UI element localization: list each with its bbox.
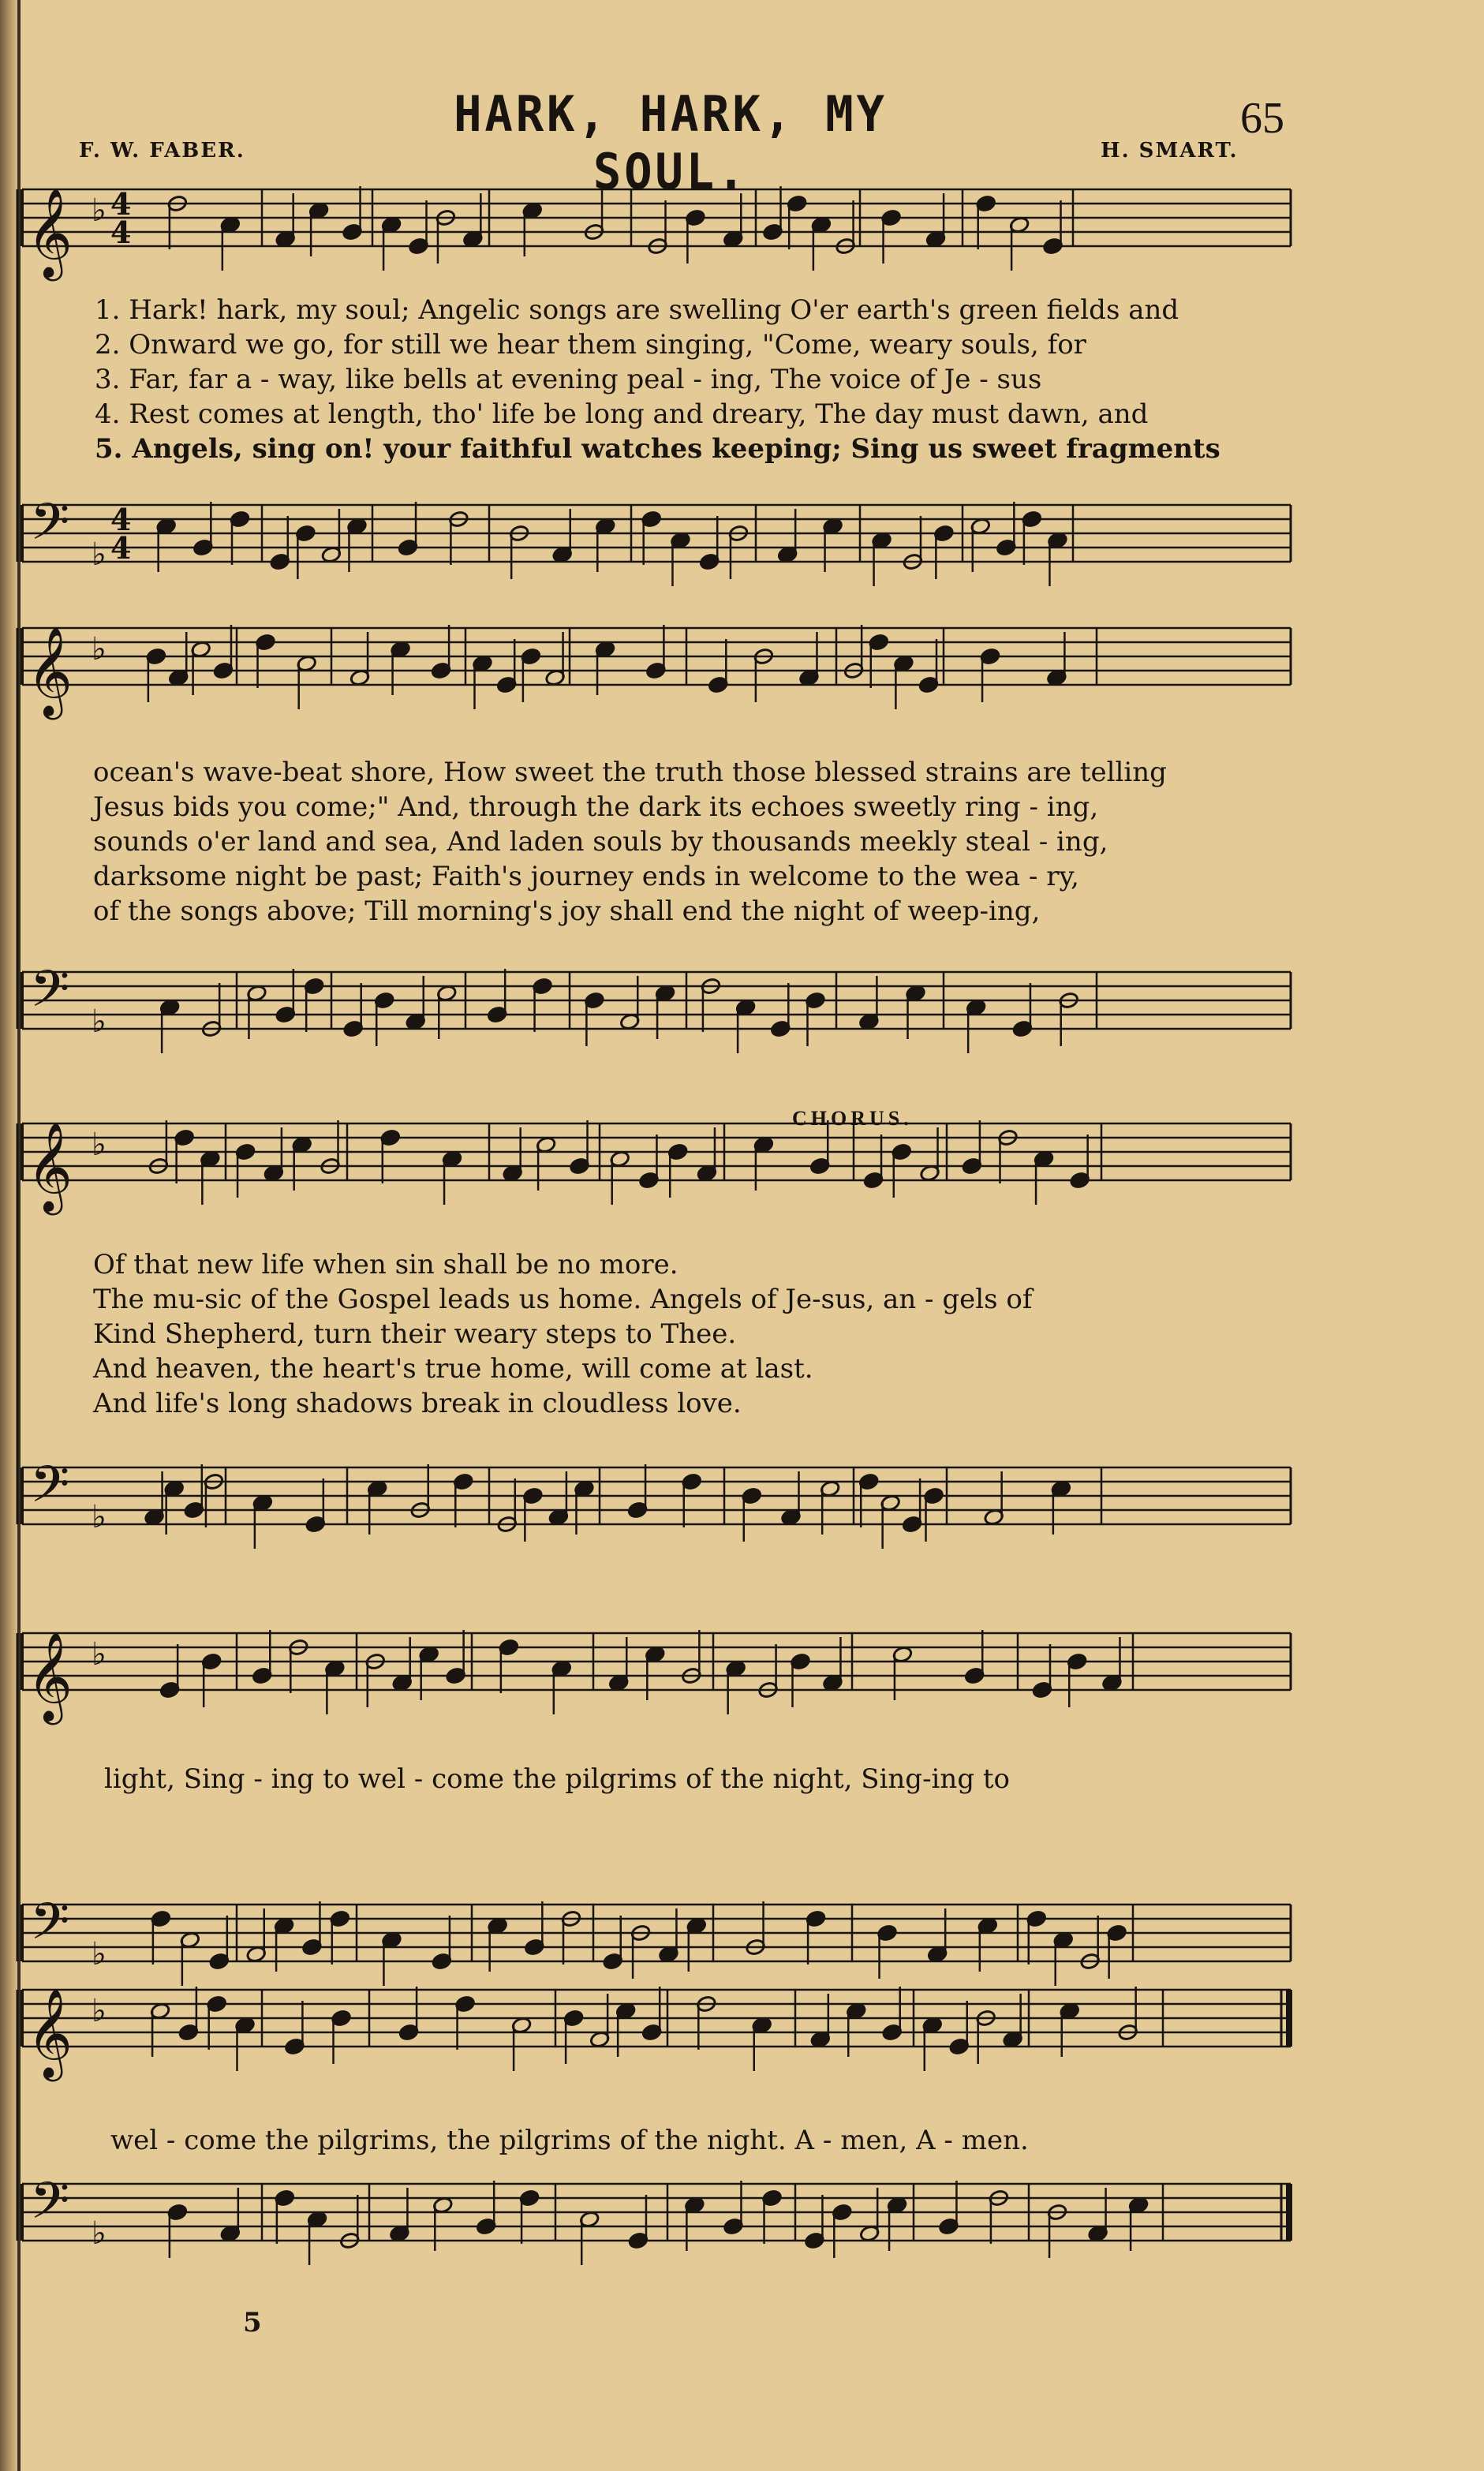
verse-1-line-3: Of that new life when sin shall be no more. — [93, 1249, 678, 1280]
system-1-treble-staff-time-bottom: 4 — [110, 215, 132, 250]
system-3-treble-staff-flat-key-icon: ♭ — [92, 1127, 107, 1163]
verse-4-line-2: darksome night be past; Faith's journey ends in welcome to the wea - ry, — [93, 861, 1079, 892]
hymn-title: HARK, HARK, MY SOUL. — [454, 85, 888, 200]
system-4-treble-staff-treble-clef-icon: 𝄞 — [27, 1632, 73, 1721]
system-1-treble-staff-treble-clef-icon: 𝄞 — [27, 188, 73, 278]
verse-5-line-2: of the songs above; Till morning's joy shall end the night of weep-ing, — [93, 895, 1041, 927]
page-number: 65 — [1240, 94, 1284, 143]
system-4-treble-staff-flat-key-icon: ♭ — [92, 1636, 107, 1673]
verse-1-line-2: ocean's wave-beat shore, How sweet the truth those blessed strains are telling — [93, 757, 1167, 788]
verse-5-line-1: 5. Angels, sing on! your faithful watches keeping; Sing us sweet fragments — [95, 433, 1220, 465]
system-4-bass-staff-flat-key-icon: ♭ — [92, 1936, 107, 1972]
system-2-treble-staff-treble-clef-icon: 𝄞 — [27, 626, 73, 716]
chorus-label: CHORUS. — [792, 1107, 913, 1130]
system-5-treble-staff-flat-key-icon: ♭ — [92, 1993, 107, 2029]
system-2-bass-staff-bass-clef-icon: 𝄢 — [30, 960, 70, 1031]
system-5-bass-staff-bass-clef-icon: 𝄢 — [30, 2172, 70, 2243]
verse-3-line-2: sounds o'er land and sea, And laden souls by thousands meekly steal - ing, — [93, 826, 1108, 858]
signature-mark: 5 — [243, 2307, 262, 2338]
system-1-bass-staff-time-bottom: 4 — [110, 530, 132, 566]
system-3-bass-staff-flat-key-icon: ♭ — [92, 1499, 107, 1535]
verse-4-line-3: And heaven, the heart's true home, will come at last. — [93, 1353, 813, 1385]
system-1-bass-staff-flat-key-icon: ♭ — [92, 536, 107, 573]
verse-4-line-1: 4. Rest comes at length, tho' life be long and dreary, The day must dawn, and — [95, 398, 1149, 430]
system-5-bass-staff-flat-key-icon: ♭ — [92, 2215, 107, 2252]
system-3-treble-staff-treble-clef-icon: 𝄞 — [27, 1122, 73, 1212]
verse-2-line-2: Jesus bids you come;" And, through the dark its echoes sweetly ring - ing, — [93, 791, 1099, 823]
system-1-treble-staff-flat-key-icon: ♭ — [92, 193, 107, 229]
system-1-treble-staff-time-top: 4 — [110, 186, 132, 222]
composer-credit: H. SMART. — [1101, 139, 1239, 163]
system-1-bass-staff-bass-clef-icon: 𝄢 — [30, 493, 70, 564]
chorus-lyric-line-1: light, Sing - ing to wel - come the pilgrims of the night, Sing-ing to — [104, 1763, 1011, 1795]
verse-3-line-3: Kind Shepherd, turn their weary steps to Thee. — [93, 1318, 737, 1350]
author-credit: F. W. FABER. — [79, 139, 245, 163]
system-2-bass-staff-flat-key-icon: ♭ — [92, 1004, 107, 1040]
system-3-bass-staff-bass-clef-icon: 𝄢 — [30, 1456, 70, 1527]
verse-2-line-1: 2. Onward we go, for still we hear them singing, "Come, weary souls, for — [95, 329, 1086, 361]
system-5-treble-staff-treble-clef-icon: 𝄞 — [27, 1988, 73, 2078]
system-4-bass-staff-bass-clef-icon: 𝄢 — [30, 1893, 70, 1964]
verse-5-line-3: And life's long shadows break in cloudless love. — [93, 1388, 742, 1419]
system-2-treble-staff-flat-key-icon: ♭ — [92, 631, 107, 667]
chorus-lyric-line-2: wel - come the pilgrims, the pilgrims of the night. A - men, A - men. — [110, 2125, 1029, 2156]
verse-2-line-3: The mu-sic of the Gospel leads us home. Angels of Je-sus, an - gels of — [93, 1284, 1033, 1315]
verse-3-line-1: 3. Far, far a - way, like bells at evening peal - ing, The voice of Je - sus — [95, 364, 1042, 395]
system-1-bass-staff-time-top: 4 — [110, 502, 132, 537]
verse-1-line-1: 1. Hark! hark, my soul; Angelic songs are swelling O'er earth's green fields and — [95, 294, 1179, 326]
